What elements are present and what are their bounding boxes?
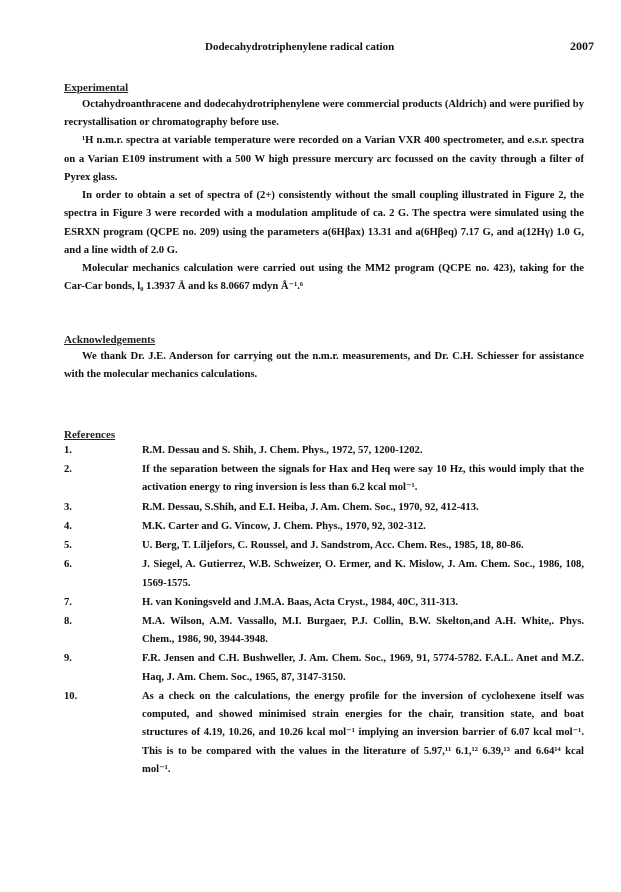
reference-text: R.M. Dessau, S.Shih, and E.I. Heiba, J. Am. Chem. Soc., 1970, 92, 412-413. <box>142 501 479 513</box>
reference-text: M.K. Carter and G. Vincow, J. Chem. Phys., 1970, 92, 302-312. <box>142 520 426 532</box>
reference-text: If the separation between the signals for Hax and Heq were say 10 Hz, this would imply that the activation energy to ring inversion is less than 6.2 kcal mol⁻¹. <box>142 464 584 494</box>
reference-item <box>64 499 584 517</box>
experimental-section <box>64 96 584 296</box>
experimental-paragraph-3: In order to obtain a set of spectra of (2+) consistently without the small coupling illustrated in Figure 2, the spectra in Figure 3 were recorded with a modulation amplitude of ca. 2 G. The spectra were simulated using the ESRXN program (QCPE no. 209) using the parameters a(6Hβax) 13.31 and a(6Hβeq) 7.17 G, and a(12Hγ) 1.0 G, and a line width of 2.0 G. <box>64 190 584 256</box>
reference-number: 4. <box>64 520 72 532</box>
reference-item <box>64 594 584 612</box>
reference-text: U. Berg, T. Liljefors, C. Roussel, and J. Sandstrom, Acc. Chem. Res., 1985, 18, 80-86. <box>142 540 524 552</box>
reference-text: As a check on the calculations, the energy profile for the inversion of cyclohexene itself was computed, and showed minimised strain energies for the chair, transition state, and boat structures of 4.19, 10.26, and 10.26 kcal mol⁻¹ implying an inversion barrier of 6.07 kcal mol⁻¹. This is to be compared with the values in the literature of 5.97,¹¹ 6.1,¹² 6.39,¹³ and 6.64¹⁴ kcal mol⁻¹. <box>142 690 584 775</box>
running-title: Dodecahydrotriphenylene radical cation <box>205 41 395 53</box>
reference-number: 8. <box>64 615 72 627</box>
references-heading: References <box>64 429 116 441</box>
reference-text: R.M. Dessau and S. Shih, J. Chem. Phys., 1972, 57, 1200-1202. <box>142 445 423 456</box>
reference-text: F.R. Jensen and C.H. Bushweller, J. Am. Chem. Soc., 1969, 91, 5774-5782. F.A.L. Anet and M.Z. Haq, J. Am. Chem. Soc., 1965, 87, 3147-3150. <box>142 653 584 683</box>
reference-text: H. van Koningsveld and J.M.A. Baas, Acta Cryst., 1984, 40C, 311-313. <box>142 596 459 608</box>
reference-text: M.A. Wilson, A.M. Vassallo, M.I. Burgaer, P.J. Collin, B.W. Skelton,and A.H. White,. Phys. Chem., 1986, 90, 3944-3948. <box>142 615 584 646</box>
reference-item <box>64 556 584 592</box>
reference-number: 1. <box>64 445 72 456</box>
reference-number: 7. <box>64 596 72 608</box>
reference-item <box>64 461 584 497</box>
reference-number: 5. <box>64 540 72 552</box>
reference-item <box>64 442 584 460</box>
reference-item <box>64 688 584 779</box>
acknowledgements-heading: Acknowledgements <box>64 334 156 346</box>
reference-item <box>64 518 584 536</box>
reference-number: 2. <box>64 464 72 476</box>
experimental-paragraph-2: ¹H n.m.r. spectra at variable temperature were recorded on a Varian VXR 400 spectrometer, and e.s.r. spectra on a Varian E109 instrument with a 500 W high pressure mercury arc focussed on the cavity through a filter of Pyrex glass. <box>64 135 584 183</box>
experimental-heading: Experimental <box>64 82 129 94</box>
experimental-paragraph-1: Octahydroanthracene and dodecahydrotriphenylene were commercial products (Aldrich) and were purified by recrystallisation or chromatography before use. <box>64 99 584 129</box>
page-number: 2007 <box>570 39 594 53</box>
reference-number: 6. <box>64 559 72 571</box>
reference-number: 10. <box>64 690 78 702</box>
reference-number: 9. <box>64 653 72 665</box>
reference-item <box>64 537 584 555</box>
reference-text: J. Siegel, A. Gutierrez, W.B. Schweizer, O. Ermer, and K. Mislow, J. Am. Chem. Soc., 1986, 108, 1569-1575. <box>142 559 584 589</box>
acknowledgements-section <box>64 348 584 384</box>
reference-number: 3. <box>64 501 72 513</box>
reference-item <box>64 650 584 686</box>
experimental-paragraph-4: Molecular mechanics calculation were carried out using the MM2 program (QCPE no. 423), taking for the Car-Car bonds, l₀ 1.3937 Å and ks 8.0667 mdyn Å⁻¹.⁶ <box>64 262 584 293</box>
acknowledgements-text: We thank Dr. J.E. Anderson for carrying out the n.m.r. measurements, and Dr. C.H. Schiesser for assistance with the molecular mechanics calculations. <box>64 351 584 381</box>
reference-item <box>64 613 584 649</box>
references-list <box>64 442 584 780</box>
